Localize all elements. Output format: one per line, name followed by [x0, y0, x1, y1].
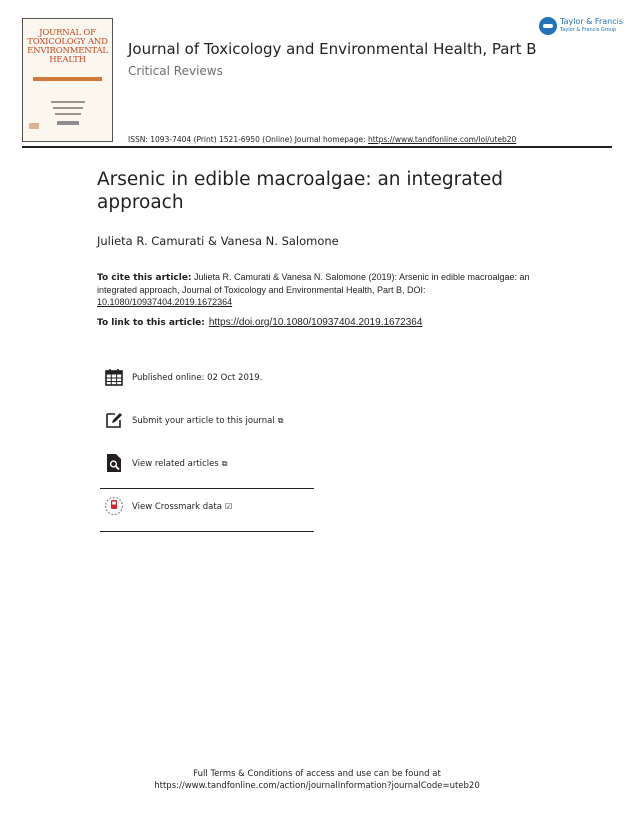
journal-title[interactable]: Journal of Toxicology and Environmental Health, Part B: [128, 40, 537, 58]
publisher-name: Taylor & Francis: [560, 17, 623, 26]
cover-band: [33, 77, 102, 81]
publisher-tagline: Taylor & Francis Group: [560, 27, 617, 33]
row-divider: [100, 488, 314, 489]
journal-homepage-link[interactable]: https://www.tandfonline.com/loi/uteb20: [367, 135, 517, 144]
footer-terms-text: Full Terms & Conditions of access and use can be found at: [193, 769, 441, 779]
cover-decoration: [29, 123, 39, 129]
article-title: Arsenic in edible macroalgae: an integrated approach: [97, 169, 503, 213]
publisher-logo-icon: [539, 17, 557, 35]
issn-text: ISSN: 1093-7404 (Print) 1521-6950 (Online) Journal homepage:: [128, 135, 368, 144]
crossmark-external-icon: ☑: [224, 502, 233, 511]
related-articles-label[interactable]: View related articles: [132, 459, 219, 469]
external-link-icon: ⧉: [221, 459, 228, 468]
cover-title-line: TOXICOLOGY AND: [27, 37, 108, 47]
cover-title: [27, 29, 108, 65]
link-label: To link to this article:: [97, 318, 205, 328]
header-divider: [22, 146, 612, 148]
article-doi-link[interactable]: https://doi.org/10.1080/10937404.2019.1672364: [208, 317, 423, 328]
edit-icon: [104, 410, 124, 430]
related-articles-link[interactable]: [132, 459, 227, 469]
citation-block: [97, 271, 547, 308]
footer-terms-link[interactable]: https://www.tandfonline.com/action/journalInformation?journalCode=uteb20: [154, 781, 480, 791]
cite-label: To cite this article:: [97, 273, 192, 283]
search-document-icon: [104, 453, 124, 473]
cover-title-line: ENVIRONMENTAL: [27, 46, 108, 56]
article-authors: Julieta R. Camurati & Vanesa N. Salomone: [97, 234, 339, 248]
cover-publisher-mark: [57, 121, 79, 125]
submit-article-label[interactable]: Submit your article to this journal: [132, 416, 275, 426]
article-link-block: [97, 316, 547, 329]
crossmark-icon: [104, 496, 124, 516]
submit-article-link[interactable]: [132, 416, 283, 426]
footer: [0, 768, 634, 792]
cover-text-line: [51, 101, 85, 103]
cover-text-line: [55, 113, 81, 115]
issn-line: [128, 135, 516, 144]
journal-subtitle: Critical Reviews: [128, 64, 223, 78]
cite-text: Julieta R. Camurati & Vanesa N. Salomone (2019): Arsenic in edible macroalgae: an integrated approach, Journal of Toxicology and Environmental Health, Part B, DOI:: [97, 272, 530, 295]
crossmark-link[interactable]: [132, 502, 232, 512]
publisher-logo[interactable]: [539, 16, 623, 38]
cover-text-line: [53, 107, 83, 109]
published-online-text: Published online: 02 Oct 2019.: [132, 373, 263, 383]
external-link-icon: ⧉: [277, 416, 284, 425]
journal-cover-thumbnail: [22, 18, 113, 142]
row-divider: [100, 531, 314, 532]
cover-title-line: HEALTH: [49, 55, 86, 65]
calendar-icon: [104, 367, 124, 387]
cite-doi-link[interactable]: 10.1080/10937404.2019.1672364: [97, 297, 233, 307]
crossmark-label[interactable]: View Crossmark data: [132, 502, 222, 512]
cover-title-line: JOURNAL OF: [39, 28, 96, 38]
